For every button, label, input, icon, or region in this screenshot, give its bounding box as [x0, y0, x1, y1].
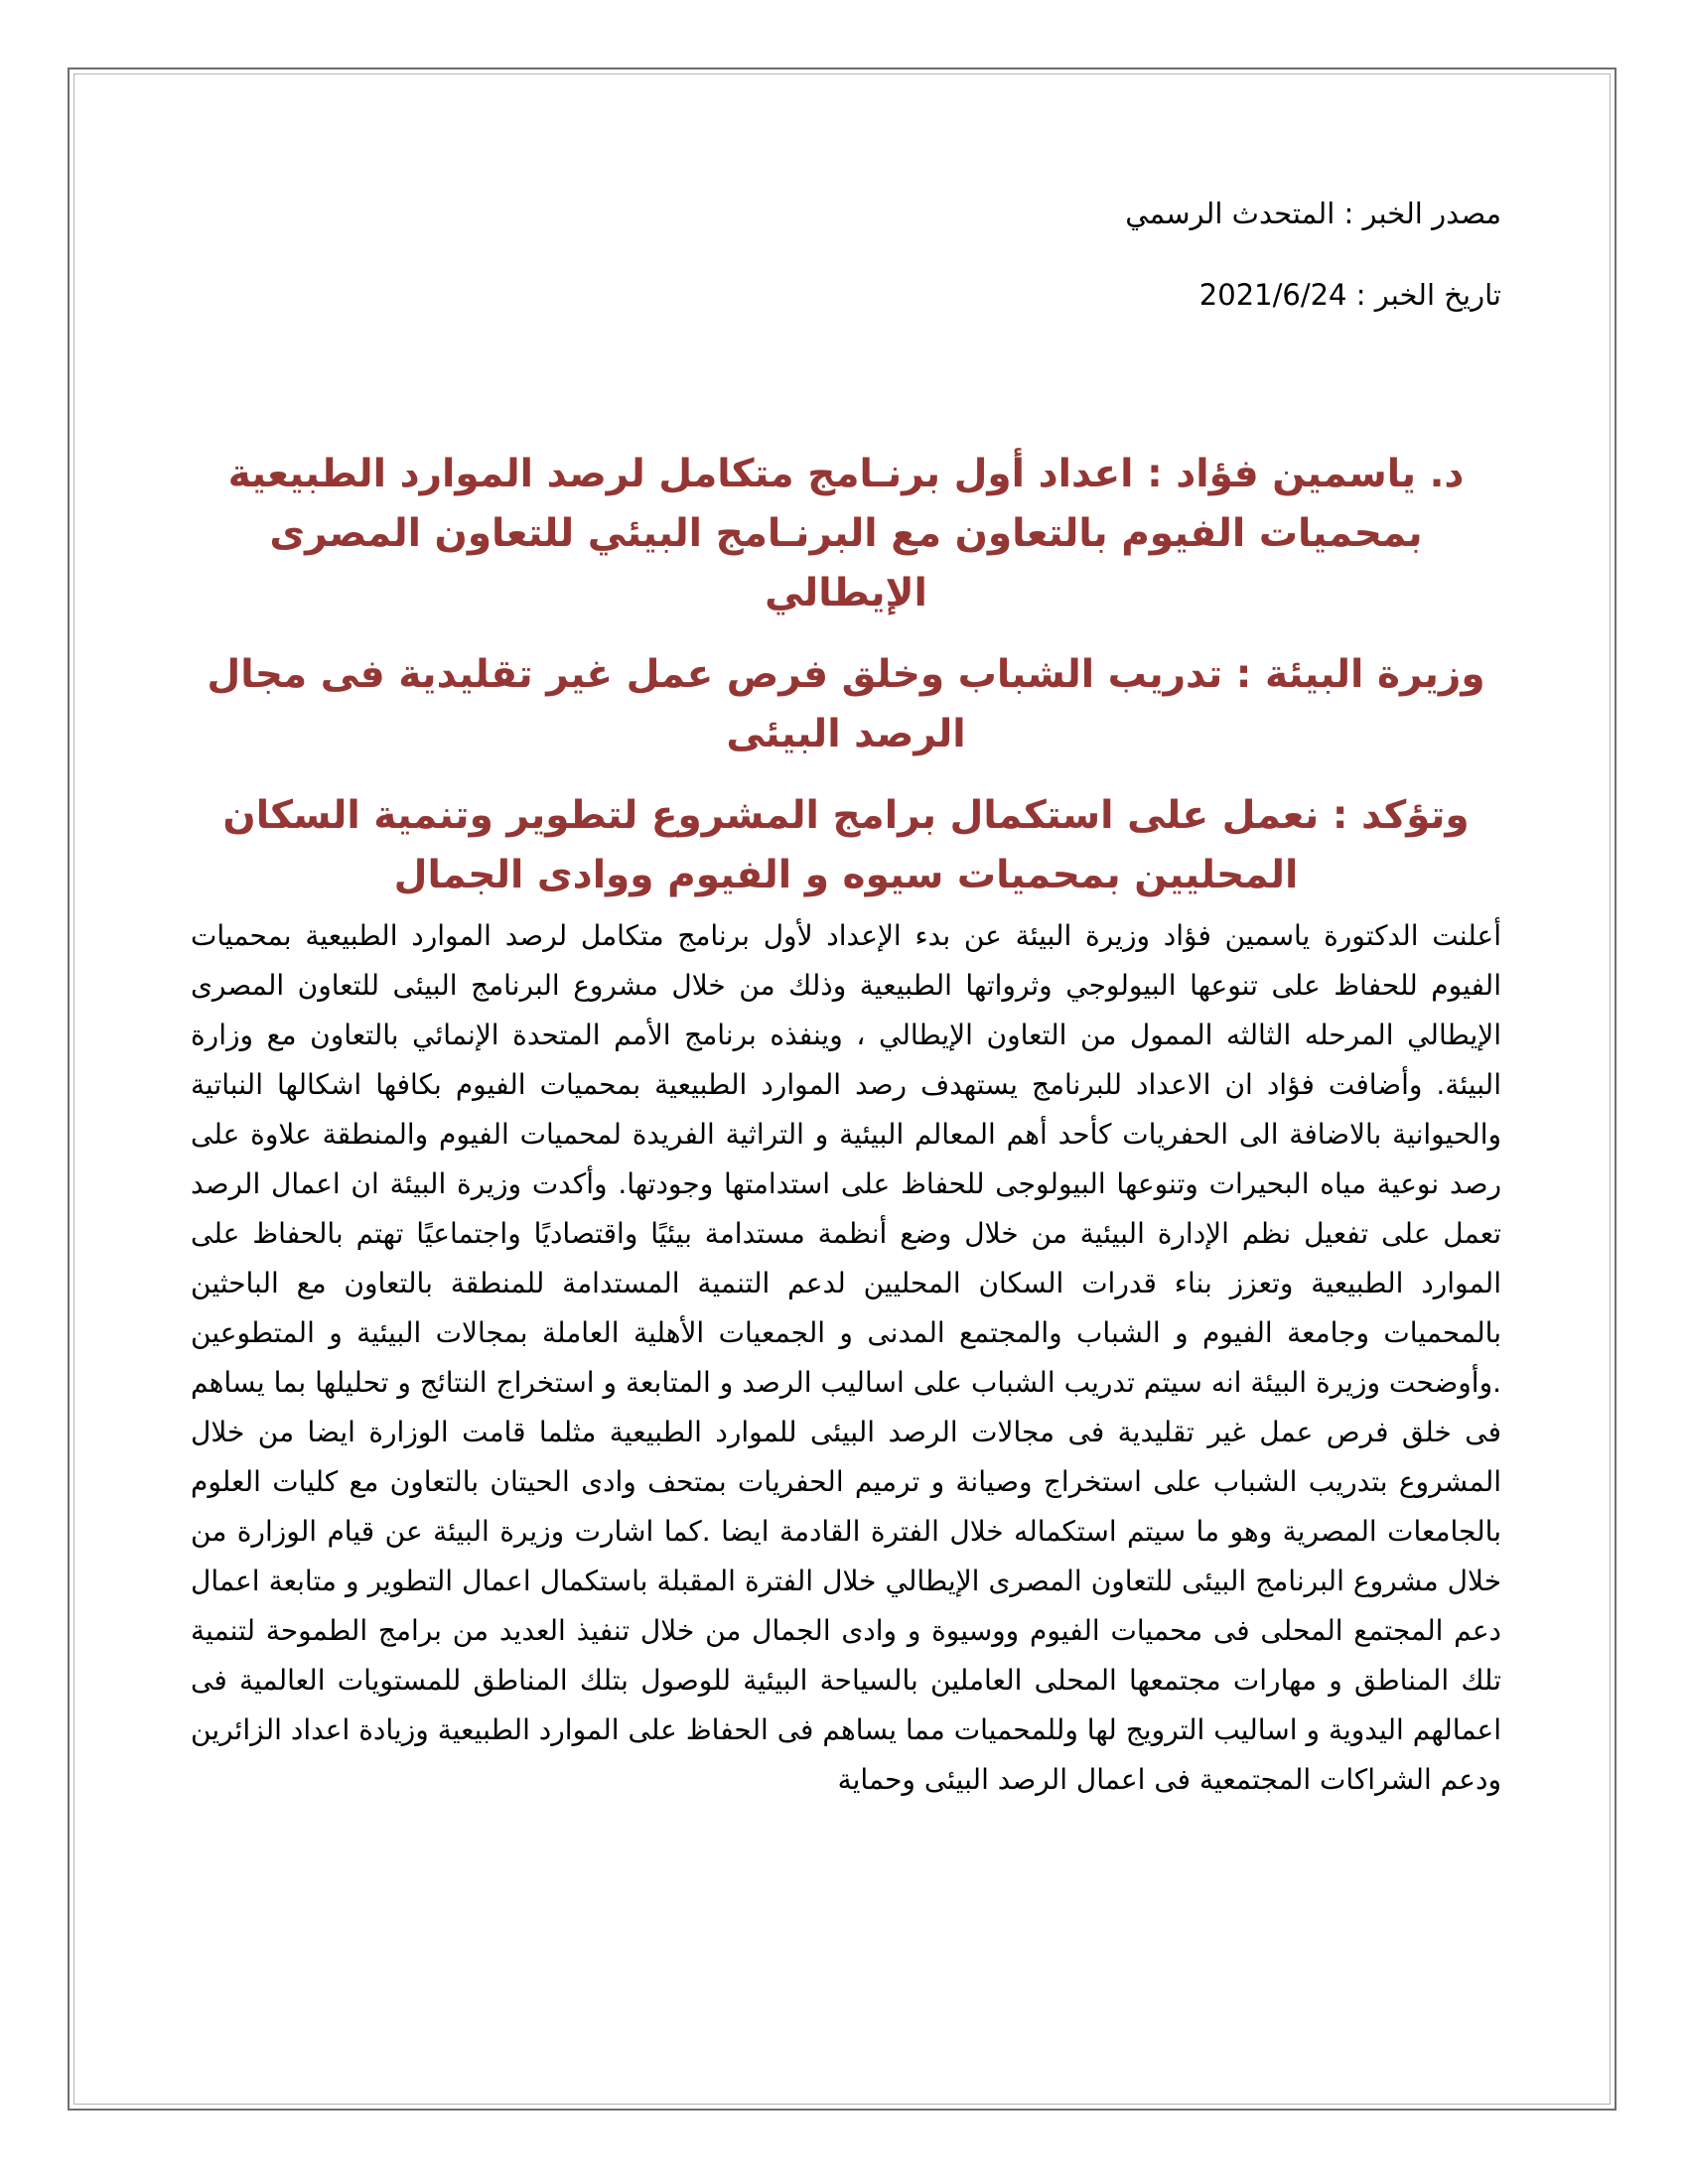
headline-3: وتؤكد : نعمل على استكمال برامج المشروع لتطوير وتنمية السكان المحليين بمحميات سيوه و الفيوم ووادى الجمال [222, 793, 1470, 897]
headline-1: د. ياسمين فؤاد : اعداد أول برنـامج متكامل لرصد الموارد الطبيعية بمحميات الفيوم بالتعاون مع البرنـامج البيئي للتعاون المصرى الإيطالي [227, 452, 1465, 615]
headline-2: وزيرة البيئة : تدريب الشباب وخلق فرص عمل غير تقليدية فى مجال الرصد البيئى [207, 652, 1485, 756]
article-body: أعلنت الدكتورة ياسمين فؤاد وزيرة البيئة عن بدء الإعداد لأول برنامج متكامل لرصد الموارد الطبيعية بمحميات الفيوم للحفاظ على تنوعها البيولوجي وثرواتها الطبيعية وذلك من خلال مشروع البرنامج البيئى للتعاون المصرى الإيطالي المرحله الثالثه الممول من التعاون الإيطالي ، وينفذه برنامج الأمم المتحدة الإنمائي بالتعاون مع وزارة البيئة. وأضافت فؤاد ان الاعداد للبرنامج يستهدف رصد الموارد الطبيعية بمحميات الفيوم بكافها اشكالها النباتية والحيوانية بالاضافة الى الحفريات كأحد أهم المعالم البيئية و التراثية الفريدة لمحميات الفيوم والمنطقة علاوة على رصد نوعية مياه البحيرات وتنوعها البيولوجى للحفاظ على استدامتها وجودتها. وأكدت وزيرة البيئة ان اعمال الرصد تعمل على تفعيل نظم الإدارة البيئية من خلال وضع أنظمة مستدامة بيئيًا واقتصاديًا واجتماعيًا تهتم بالحفاظ على الموارد الطبيعية وتعزز بناء قدرات السكان المحليين لدعم التنمية المستدامة للمنطقة بالتعاون مع الباحثين بالمحميات وجامعة الفيوم و الشباب والمجتمع المدنى و الجمعيات الأهلية العاملة بمجالات البيئية و المتطوعين .وأوضحت وزيرة البيئة انه سيتم تدريب الشباب على اساليب الرصد و المتابعة و استخراج النتائج و تحليلها بما يساهم فى خلق فرص عمل غير تقليدية فى مجالات الرصد البيئى للموارد الطبيعية مثلما قامت الوزارة ايضا من خلال المشروع بتدريب الشباب على استخراج وصيانة و ترميم الحفريات بمتحف وادى الحيتان بالتعاون مع كليات العلوم بالجامعات المصرية وهو ما سيتم استكماله خلال الفترة القادمة ايضا .كما اشارت وزيرة البيئة عن قيام الوزارة من خلال مشروع البرنامج البيئى للتعاون المصرى الإيطالي خلال الفترة المقبلة باستكمال اعمال التطوير و متابعة اعمال دعم المجتمع المحلى فى محميات الفيوم ووسيوة و وادى الجمال من خلال تنفيذ العديد من برامج الطموحة لتنمية تلك المناطق و مهارات مجتمعها المحلى العاملين بالسياحة البيئية للوصول بتلك المناطق للمستويات العالمية فى اعمالهم اليدوية و اساليب الترويج لها وللمحميات مما يساهم فى الحفاظ على الموارد الطبيعية وزيادة اعداد الزائرين ودعم الشراكات المجتمعية فى اعمال الرصد البيئى وحماية [191, 919, 1501, 1796]
news-date: تاريخ الخبر : 2021/6/24 [1198, 278, 1501, 312]
news-source: مصدر الخبر : المتحدث الرسمي [1125, 197, 1501, 230]
headlines [191, 445, 1501, 927]
